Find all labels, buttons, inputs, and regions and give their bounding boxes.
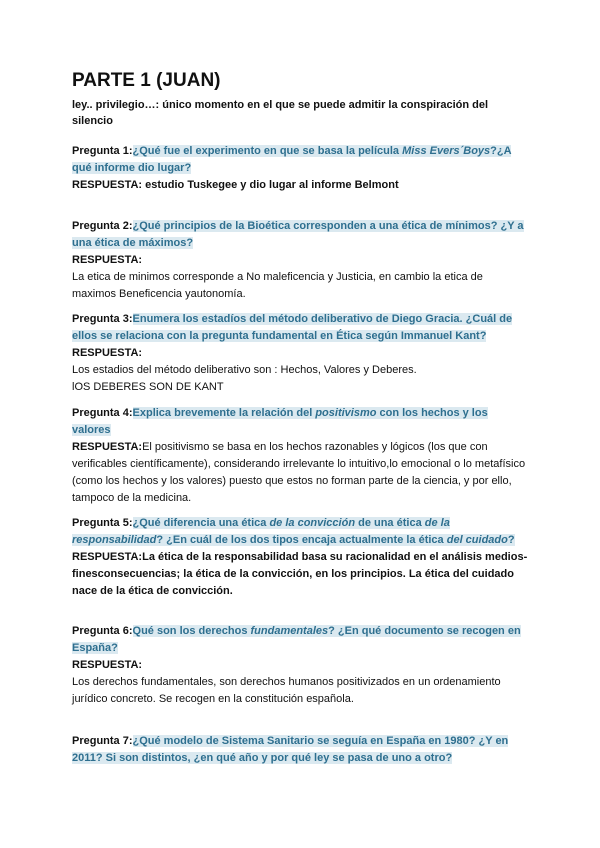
page-header [72, 70, 528, 129]
question-highlight [72, 145, 511, 174]
question-italic: positivismo [315, 407, 377, 419]
answer-text: El positivismo se basa en los hechos razonables y lógicos (los que con verificables científicamente), considerando irrelevante lo intuitivo,lo emocional o lo metafísico (como los hechos y los valores) puesto que estos no forman parte de la ciencia, y por ello, tampoco de la medicina. [72, 441, 526, 504]
question-7-text [72, 733, 528, 767]
question-5-text [72, 515, 528, 549]
question-italic: de la convicción [269, 517, 356, 529]
question-label: Pregunta 5: [72, 517, 133, 529]
question-label: Pregunta 4: [72, 407, 133, 419]
question-part: Qué son los derechos [132, 625, 251, 637]
question-2 [72, 218, 528, 303]
question-highlight: ¿Qué modelo de Sistema Sanitario se seguía en España en 1980? ¿Y en 2011? Si son distintos, ¿en qué año y por qué ley se pasa de uno a otro? [72, 735, 509, 764]
question-1-text [72, 143, 528, 177]
question-label: Pregunta 7: [72, 735, 133, 747]
answer-1 [72, 177, 528, 194]
question-italic: fundamentales [250, 625, 329, 637]
answer-text: La ética de la responsabilidad basa su racionalidad en el análisis medios-finesconsecuencias; la ética de la convicción, en los principios. La ética del cuidado nace de la ética de convicción. [72, 551, 528, 597]
question-part: con los hechos y los valores [72, 407, 488, 436]
answer-label: RESPUESTA: [72, 551, 143, 563]
answer-label: RESPUESTA: [72, 347, 143, 359]
question-italic: Miss Evers´Boys [402, 145, 491, 157]
question-highlight [72, 407, 488, 436]
answer-text-2: lOS DEBERES SON DE KANT [72, 381, 224, 393]
question-label: Pregunta 6: [72, 625, 133, 637]
question-label: Pregunta 2: [72, 220, 133, 232]
question-6 [72, 623, 528, 708]
answer-label: RESPUESTA: [72, 659, 143, 671]
question-highlight: Enumera los estadíos del método deliberativo de Diego Gracia. ¿Cuál de ellos se relaciona con la pregunta fundamental en Ética según Immanuel Kant? [72, 313, 513, 342]
question-part: ? ¿En cuál de los dos tipos encaja actualmente la ética [156, 534, 447, 546]
question-4 [72, 405, 528, 507]
question-part: ¿Qué diferencia una ética [132, 517, 270, 529]
answer-label: RESPUESTA: [72, 441, 143, 453]
question-part: ¿Qué fue el experimento en que se basa la película [132, 145, 403, 157]
question-label: Pregunta 1: [72, 145, 133, 157]
intro-note: ley.. privilegio…: único momento en el que se puede admitir la conspiración del silencio [72, 99, 489, 127]
question-part: ?¿A qué informe dio lugar? [72, 145, 512, 174]
answer-label: RESPUESTA: [72, 179, 143, 191]
question-3 [72, 311, 528, 396]
answer-text: Los estadios del método deliberativo son : Hechos, Valores y Deberes. [72, 364, 417, 376]
question-highlight: ¿Qué principios de la Bioética corresponden a una ética de mínimos? ¿Y a una ética de máximos? [72, 220, 524, 249]
question-part: Explica brevemente la relación del [132, 407, 316, 419]
question-4-text [72, 405, 528, 439]
question-highlight [72, 517, 515, 546]
answer-5 [72, 549, 528, 600]
answer-text: Los derechos fundamentales, son derechos humanos positivizados en un ordenamiento jurídico concreto. Se recogen en la constitución española. [72, 676, 501, 705]
answer-text: La etica de minimos corresponde a No maleficencia y Justicia, en cambio la etica de maximos Beneficencia yautonomía. [72, 271, 483, 300]
question-3-text [72, 311, 528, 345]
question-part: ? [507, 534, 515, 546]
page-title: PARTE 1 (JUAN) [72, 70, 221, 91]
question-2-text [72, 218, 528, 252]
answer-4 [72, 439, 528, 507]
question-1 [72, 143, 528, 194]
question-highlight [72, 625, 521, 654]
question-part: ? ¿En qué documento se recogen en España? [72, 625, 521, 654]
question-label: Pregunta 3: [72, 313, 133, 325]
question-italic: de la responsabilidad [72, 517, 450, 546]
question-italic: del cuidado [446, 534, 508, 546]
question-part: de una ética [355, 517, 425, 529]
answer-label: RESPUESTA: [72, 254, 143, 266]
question-6-text [72, 623, 528, 657]
question-7 [72, 733, 528, 767]
question-5 [72, 515, 528, 600]
answer-text: estudio Tuskegee y dio lugar al informe Belmont [142, 179, 399, 191]
